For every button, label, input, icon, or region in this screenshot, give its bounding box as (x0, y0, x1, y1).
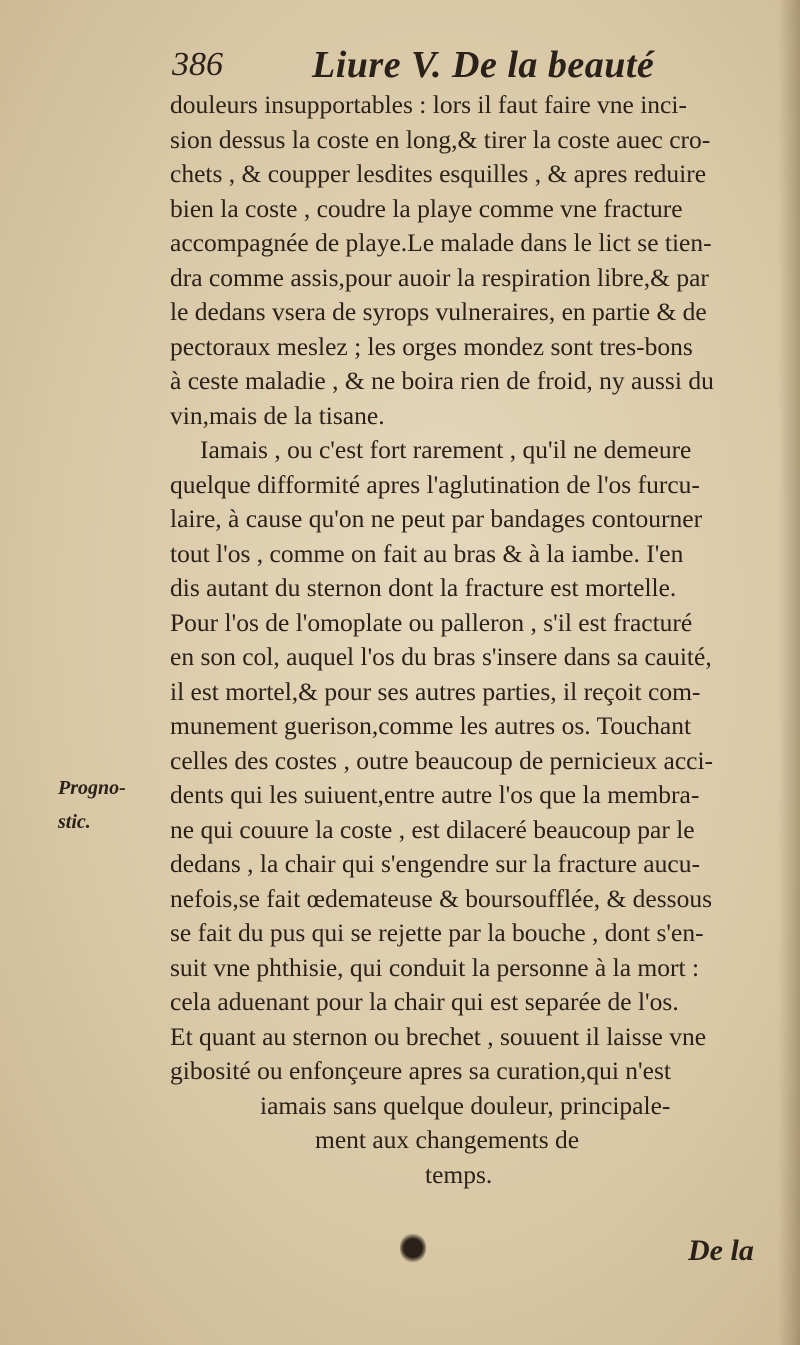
text-line: Et quant au sternon ou brechet , souuent il laisse vne (170, 1021, 707, 1051)
text-line: se fait du pus qui se rejette par la bouche , dont s'en- (170, 918, 704, 947)
text-line: Iamais , ou c'est fort rarement , qu'il ne demeure (200, 435, 692, 464)
text-line: dents qui les suiuent,entre autre l'os que la membra- (170, 780, 700, 809)
text-line: dra comme assis,pour auoir la respiration libre,& par (170, 262, 709, 292)
catchword: De la (688, 1234, 754, 1267)
margin-note (58, 771, 158, 839)
text-line: chets , & coupper lesdites esquilles , & apres reduire (170, 159, 707, 188)
text-line: celles des costes , outre beaucoup de pernicieux acci- (170, 745, 714, 775)
text-line: ne qui couure la coste , est dilaceré beaucoup par le (170, 814, 695, 844)
text-line: vin,mais de la tisane. (170, 400, 385, 430)
text-line: temps. (425, 1159, 493, 1189)
page-header (172, 40, 692, 90)
text-line: à ceste maladie , & ne boira rien de froid, ny aussi du (170, 366, 714, 395)
text-line: bien la coste , coudre la playe comme vne fracture (170, 193, 683, 223)
text-line: cela aduenant pour la chair qui est separée de l'os. (170, 987, 679, 1016)
text-line: iamais sans quelque douleur, principale- (260, 1090, 671, 1120)
text-line: quelque difformité apres l'aglutination de l'os furcu- (170, 469, 700, 499)
text-line: munement guerison,comme les autres os. Touchant (170, 711, 692, 740)
text-line: ment aux changements de (315, 1125, 580, 1154)
text-line: dedans , la chair qui s'engendre sur la fracture aucu- (170, 849, 700, 878)
text-line: le dedans vsera de syrops vulneraires, en partie & de (170, 297, 707, 326)
text-line: pectoraux meslez ; les orges mondez sont tres-bons (170, 331, 693, 361)
text-line: douleurs insupportables : lors il faut faire vne inci- (170, 90, 687, 119)
page-edge-shadow (778, 0, 800, 1345)
text-line: nefois,se fait œdemateuse & boursoufflée, & dessous (170, 883, 712, 913)
ink-blot (400, 1232, 426, 1264)
text-line: accompagnée de playe.Le malade dans le lict se tien- (170, 228, 712, 257)
margin-note-line: stic. (58, 811, 91, 833)
margin-note-line: Progno- (58, 777, 126, 799)
text-line: suit vne phthisie, qui conduit la personne à la mort : (170, 952, 700, 982)
text-line: en son col, auquel l'os du bras s'insere dans sa cauité, (170, 642, 712, 671)
text-line: sion dessus la coste en long,& tirer la coste auec cro- (170, 124, 711, 154)
text-line: Pour l'os de l'omoplate ou palleron , s'il est fracturé (170, 607, 693, 637)
running-title: Liure V. De la beauté (312, 44, 655, 86)
text-line: dis autant du sternon dont la fracture est mortelle. (170, 573, 677, 602)
text-line: il est mortel,& pour ses autres parties, il reçoit com- (170, 676, 701, 706)
text-line: laire, à cause qu'on ne peut par bandages contourner (170, 504, 703, 533)
text-line: tout l'os , comme on fait au bras & à la iambe. I'en (170, 538, 684, 568)
text-line: gibosité ou enfonçeure apres sa curation,qui n'est (170, 1056, 671, 1085)
body-text (170, 88, 770, 1192)
page-number: 386 (172, 46, 223, 83)
